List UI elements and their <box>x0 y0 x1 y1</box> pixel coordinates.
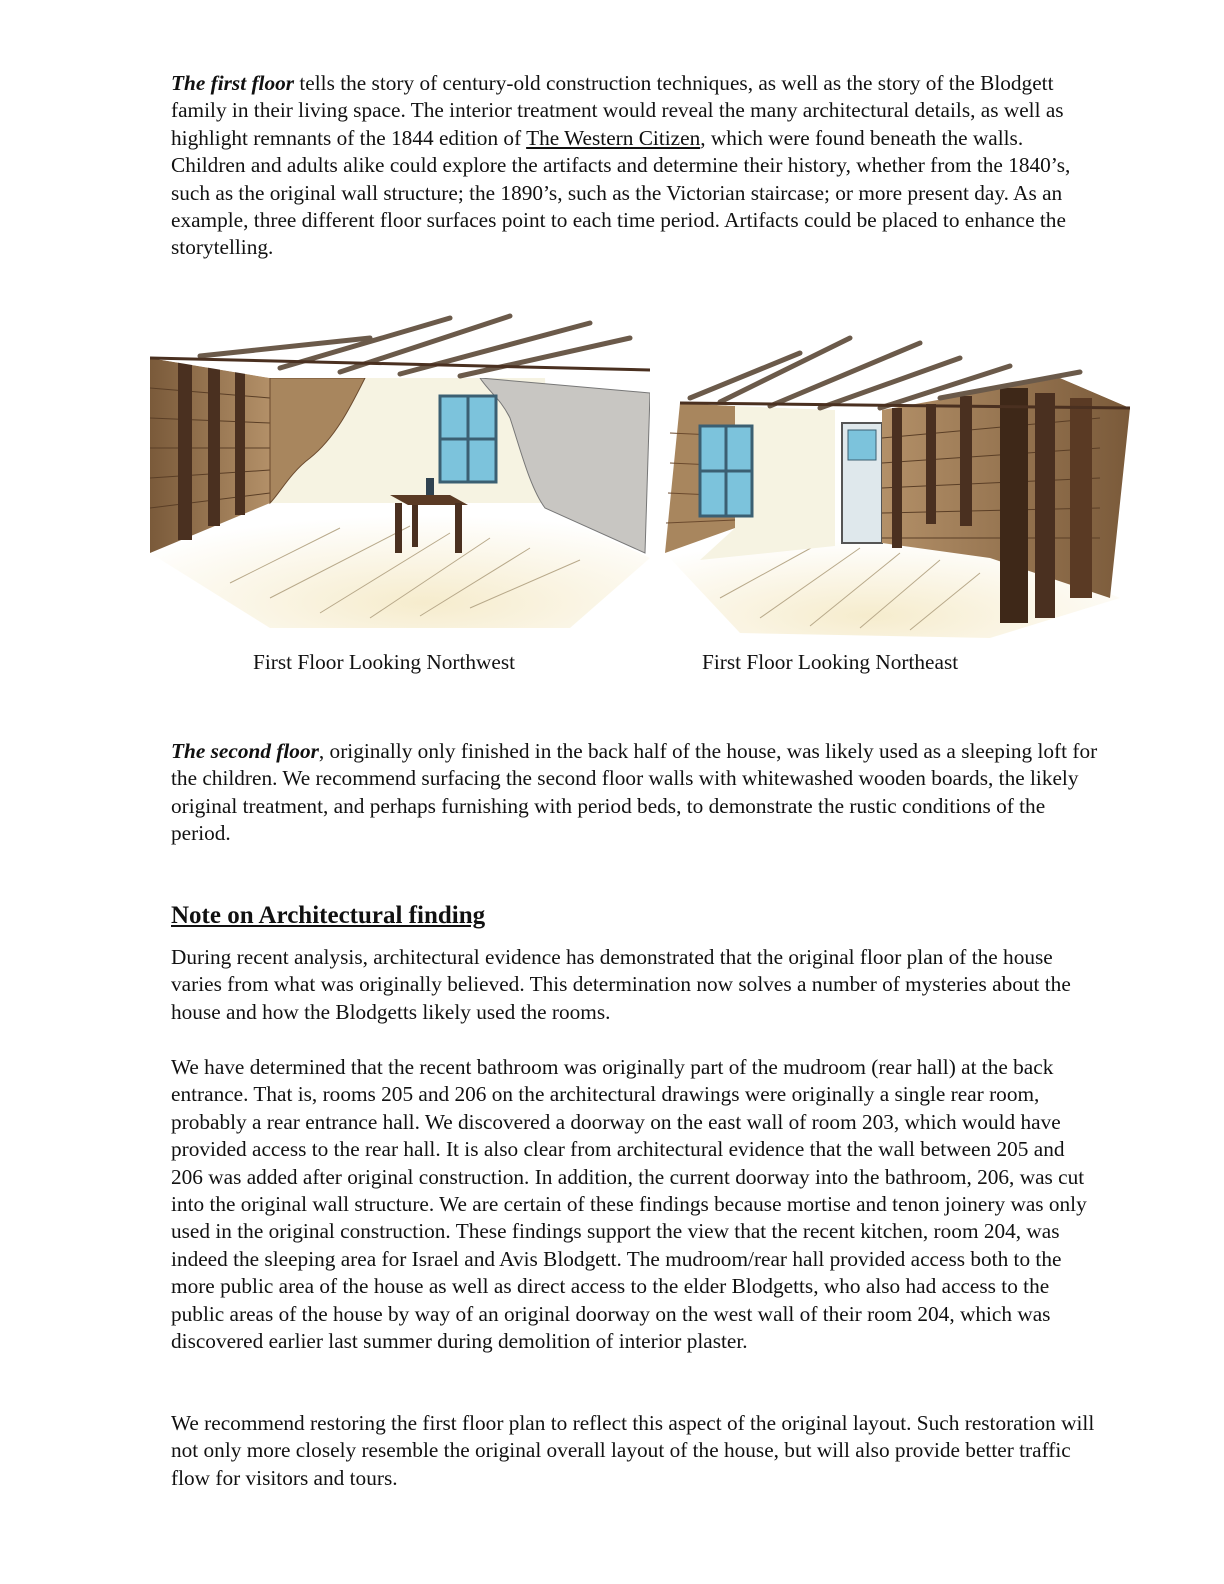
first-floor-paragraph <box>171 70 1101 262</box>
second-floor-paragraph <box>171 738 1101 848</box>
first-floor-lead: The first floor <box>171 71 295 95</box>
illustration-northeast <box>660 298 1150 643</box>
caption-northeast: First Floor Looking Northeast <box>702 650 959 674</box>
northwest-room-drawing <box>150 298 650 638</box>
newspaper-title: The Western Citizen <box>526 125 701 150</box>
illustration-northwest <box>150 298 650 638</box>
note-heading: Note on Architectural finding <box>171 902 486 929</box>
figures-row <box>150 298 1150 693</box>
note-paragraph-2: We have determined that the recent bathroom was originally part of the mudroom (rear hall) at the back entrance. That is, rooms 205 and 206 on the architectural drawings were originally a single rear room, probably a rear entrance hall. We discovered a doorway on the east wall of room 203, which would have provided access to the rear hall. It is also clear from architectural evidence that the wall between 205 and 206 was added after original construction. In addition, the current doorway into the bathroom, 206, was cut into the original wall structure. We are certain of these findings because mortise and tenon joinery was only used in the original construction. These findings support the view that the recent kitchen, room 204, was indeed the sleeping area for Israel and Avis Blodgett. The mudroom/rear hall provided access both to the more public area of the house as well as direct access to the elder Blodgetts, who also had access to the public areas of the house by way of an original doorway on the west wall of their room 204, which was discovered earlier last summer during demolition of interior plaster. <box>171 1055 1087 1354</box>
first-floor-text-b: , which were found beneath the walls. Children and adults alike could explore the artifacts and determine their history, whether from the 1840’s, such as the original wall structure; the 1890’s, such as the Victorian staircase; or more present day. As an example, three different floor surfaces point to each time period. Artifacts could be placed to enhance the storytelling. <box>171 125 1071 260</box>
northeast-room-drawing <box>660 298 1150 643</box>
second-floor-text: , originally only finished in the back half of the house, was likely used as a sleeping loft for the children. We recommend surfacing the second floor walls with whitewashed wooden boards, the likely original treatment, and perhaps furnishing with period beds, to demonstrate the rustic conditions of the period. <box>171 739 1098 846</box>
second-floor-lead: The second floor <box>171 739 319 763</box>
first-floor-text-a: tells the story of century-old construction techniques, as well as the story of the Blodgett family in their living space. The interior treatment would reveal the many architectural details, as well as highlight remnants of the 1844 edition of <box>171 71 1064 150</box>
caption-northwest: First Floor Looking Northwest <box>253 650 516 674</box>
note-paragraph-3: We recommend restoring the first floor plan to reflect this aspect of the original layout. Such restoration will not only more closely resemble the original overall layout of the house, but will also provide better traffic flow for visitors and tours. <box>171 1411 1095 1490</box>
note-paragraph-1: During recent analysis, architectural evidence has demonstrated that the original floor plan of the house varies from what was originally believed. This determination now solves a number of mysteries about the house and how the Blodgetts likely used the rooms. <box>171 945 1071 1024</box>
